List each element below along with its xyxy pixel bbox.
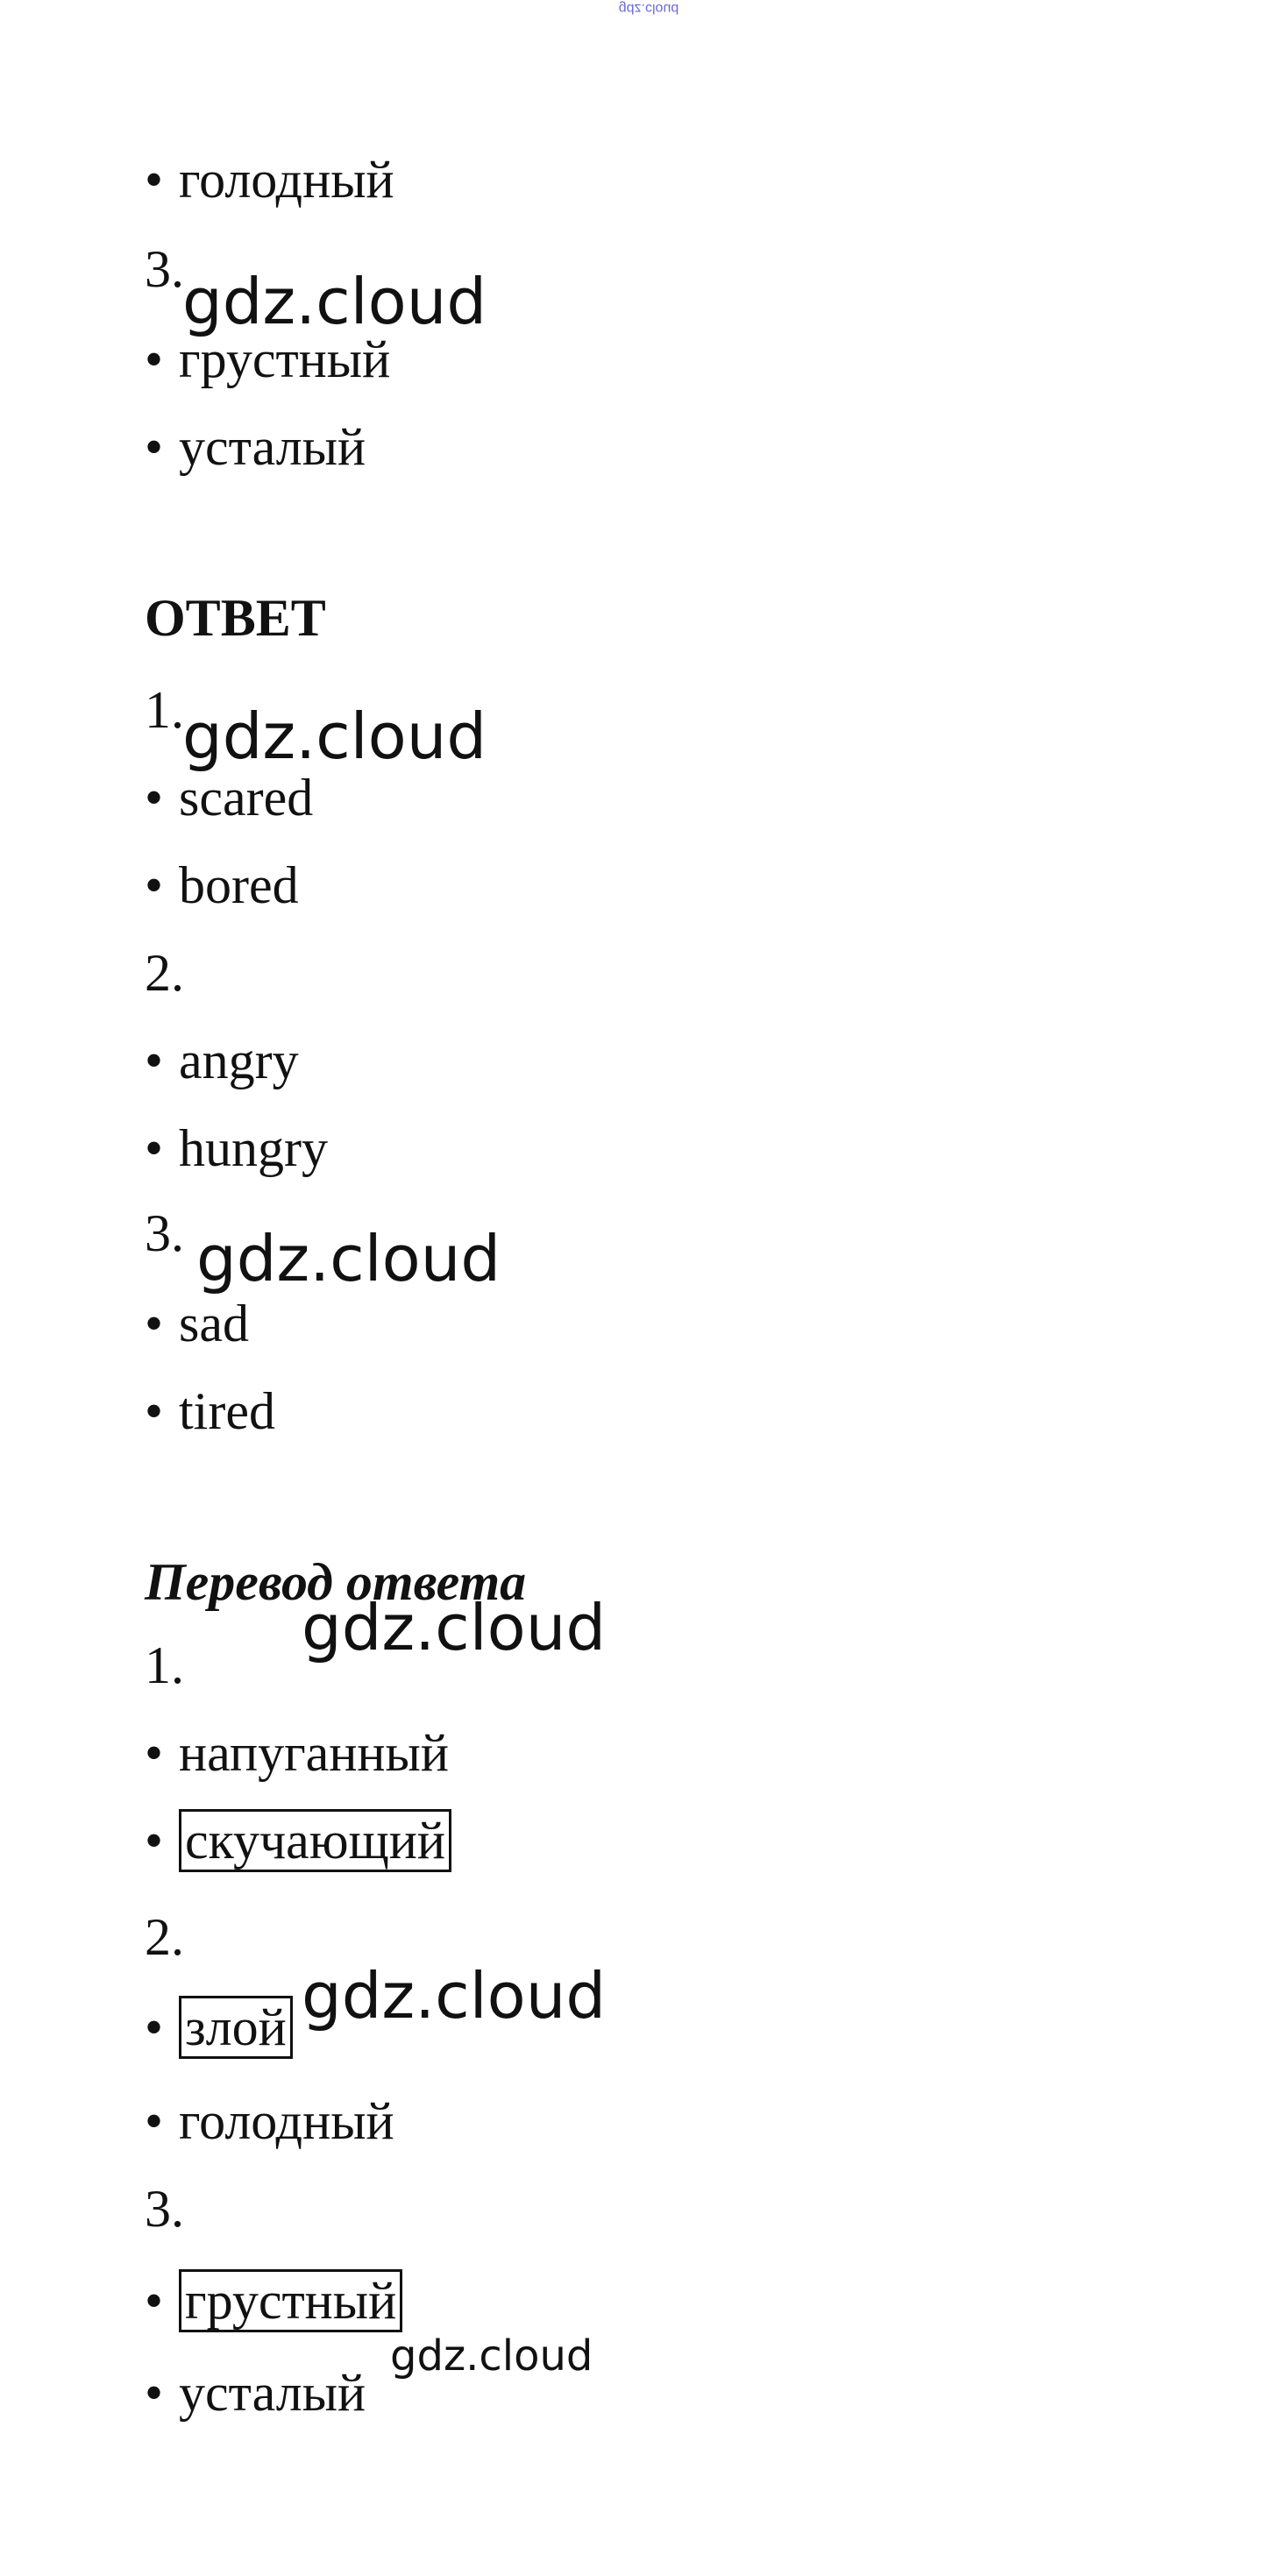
list-item: • злой	[145, 1997, 293, 2058]
answer-heading: ОТВЕТ	[145, 589, 326, 647]
watermark: gdz.cloud	[182, 699, 487, 773]
list-number: 3.	[145, 240, 184, 298]
list-item: • angry	[145, 1032, 299, 1089]
list-number: 2.	[145, 1908, 184, 1966]
list-number: 1.	[145, 681, 184, 739]
translation-heading: Перевод ответа	[145, 1553, 527, 1611]
list-item: • голодный	[145, 2092, 394, 2150]
watermark: gdz.cloud	[302, 1959, 607, 2033]
list-item: • голодный	[145, 151, 394, 209]
highlighted-word: скучающий	[179, 1809, 451, 1872]
bullet: •	[145, 151, 164, 209]
list-item: • sad	[145, 1295, 249, 1352]
watermark: gdz.cloud	[196, 1222, 501, 1295]
list-item: • bored	[145, 856, 299, 914]
list-number: 1.	[145, 1636, 184, 1694]
watermark: gdz.cloud	[182, 265, 487, 338]
highlighted-word: злой	[179, 1996, 293, 2059]
list-item: • tired	[145, 1382, 275, 1440]
watermark: gdz.cloud	[390, 2331, 593, 2381]
list-number: 3.	[145, 1204, 184, 1262]
list-item: • scared	[145, 769, 314, 827]
list-item: • усталый	[145, 2364, 366, 2422]
watermark: gdz.cloud	[302, 1591, 607, 1664]
list-item: • скучающий	[145, 1810, 451, 1871]
list-item: • hungry	[145, 1119, 328, 1177]
highlighted-word: грустный	[179, 2269, 402, 2332]
list-item: • усталый	[145, 418, 366, 476]
list-item: • грустный	[145, 2270, 402, 2331]
list-item: • грустный	[145, 330, 391, 388]
list-item: • напуганный	[145, 1724, 449, 1782]
list-number: 3.	[145, 2180, 184, 2238]
top-watermark: gdz.cloud	[618, 1, 679, 16]
list-number: 2.	[145, 944, 184, 1002]
